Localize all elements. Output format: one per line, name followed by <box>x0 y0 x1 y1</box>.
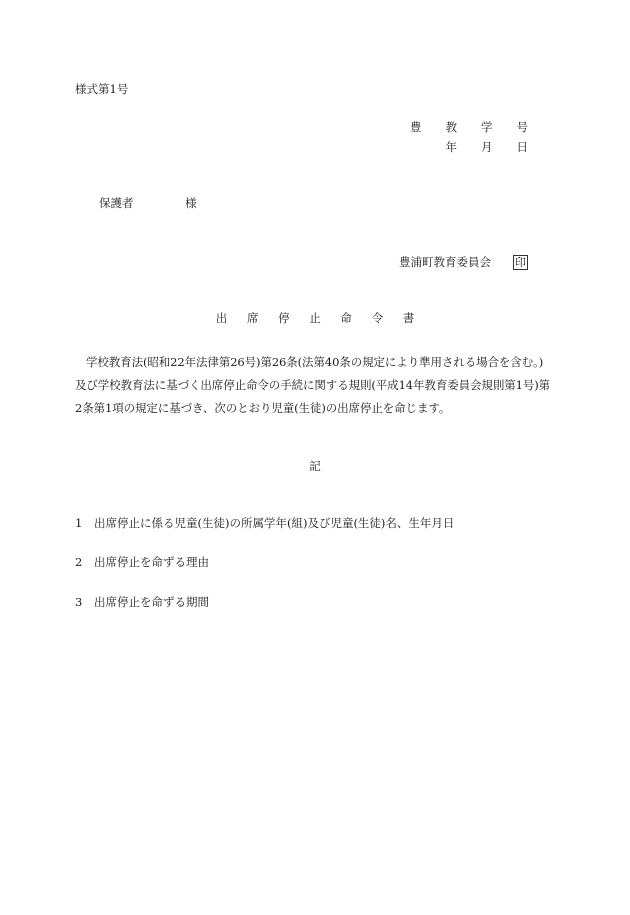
date-day: 日 <box>516 140 528 154</box>
seal-box: 印 <box>515 256 526 269</box>
item-number: 1 <box>75 516 83 530</box>
list-item <box>75 518 454 530</box>
ki-heading: 記 <box>309 459 321 473</box>
item-text: 出席停止に係る児童(生徒)の所属学年(組)及び児童(生徒)名、生年月日 <box>94 516 455 530</box>
issuer-name: 豊浦町教育委員会 <box>399 254 491 269</box>
title-char: 止 <box>309 311 321 325</box>
title-char: 停 <box>278 311 290 325</box>
item-text: 出席停止を命ずる理由 <box>94 555 209 569</box>
addressee-honorific: 様 <box>185 196 197 210</box>
document-title <box>0 313 630 325</box>
title-char: 令 <box>371 311 384 325</box>
doc-number-char: 豊 <box>410 120 422 134</box>
item-number: 2 <box>75 555 83 569</box>
list-item <box>75 597 209 609</box>
addressee <box>99 198 197 210</box>
body-paragraph: 学校教育法(昭和22年法律第26号)第26条(法第40条の規定により準用される場合を含む。)及び学校教育法に基づく出席停止命令の手続に関する規則(平成14年教育委員会規則第1号)第2条第1項の規定に基づき、次のとおり児童(生徒)の出席停止を命じます。 <box>75 355 551 415</box>
document-date <box>446 142 529 154</box>
title-char: 席 <box>246 311 259 325</box>
issuer <box>399 255 528 270</box>
item-number: 3 <box>75 595 83 609</box>
item-text: 出席停止を命ずる期間 <box>94 595 209 609</box>
title-char: 書 <box>402 311 415 325</box>
document-number <box>410 122 528 134</box>
date-year: 年 <box>445 140 457 154</box>
title-char: 命 <box>340 311 352 325</box>
list-item <box>75 557 209 569</box>
doc-number-char: 学 <box>481 120 493 134</box>
form-number: 様式第1号 <box>75 82 129 96</box>
doc-number-char: 教 <box>445 120 457 134</box>
addressee-label: 保護者 <box>99 196 134 210</box>
title-char: 出 <box>215 311 228 325</box>
date-month: 月 <box>481 140 493 154</box>
doc-number-char: 号 <box>516 120 528 134</box>
